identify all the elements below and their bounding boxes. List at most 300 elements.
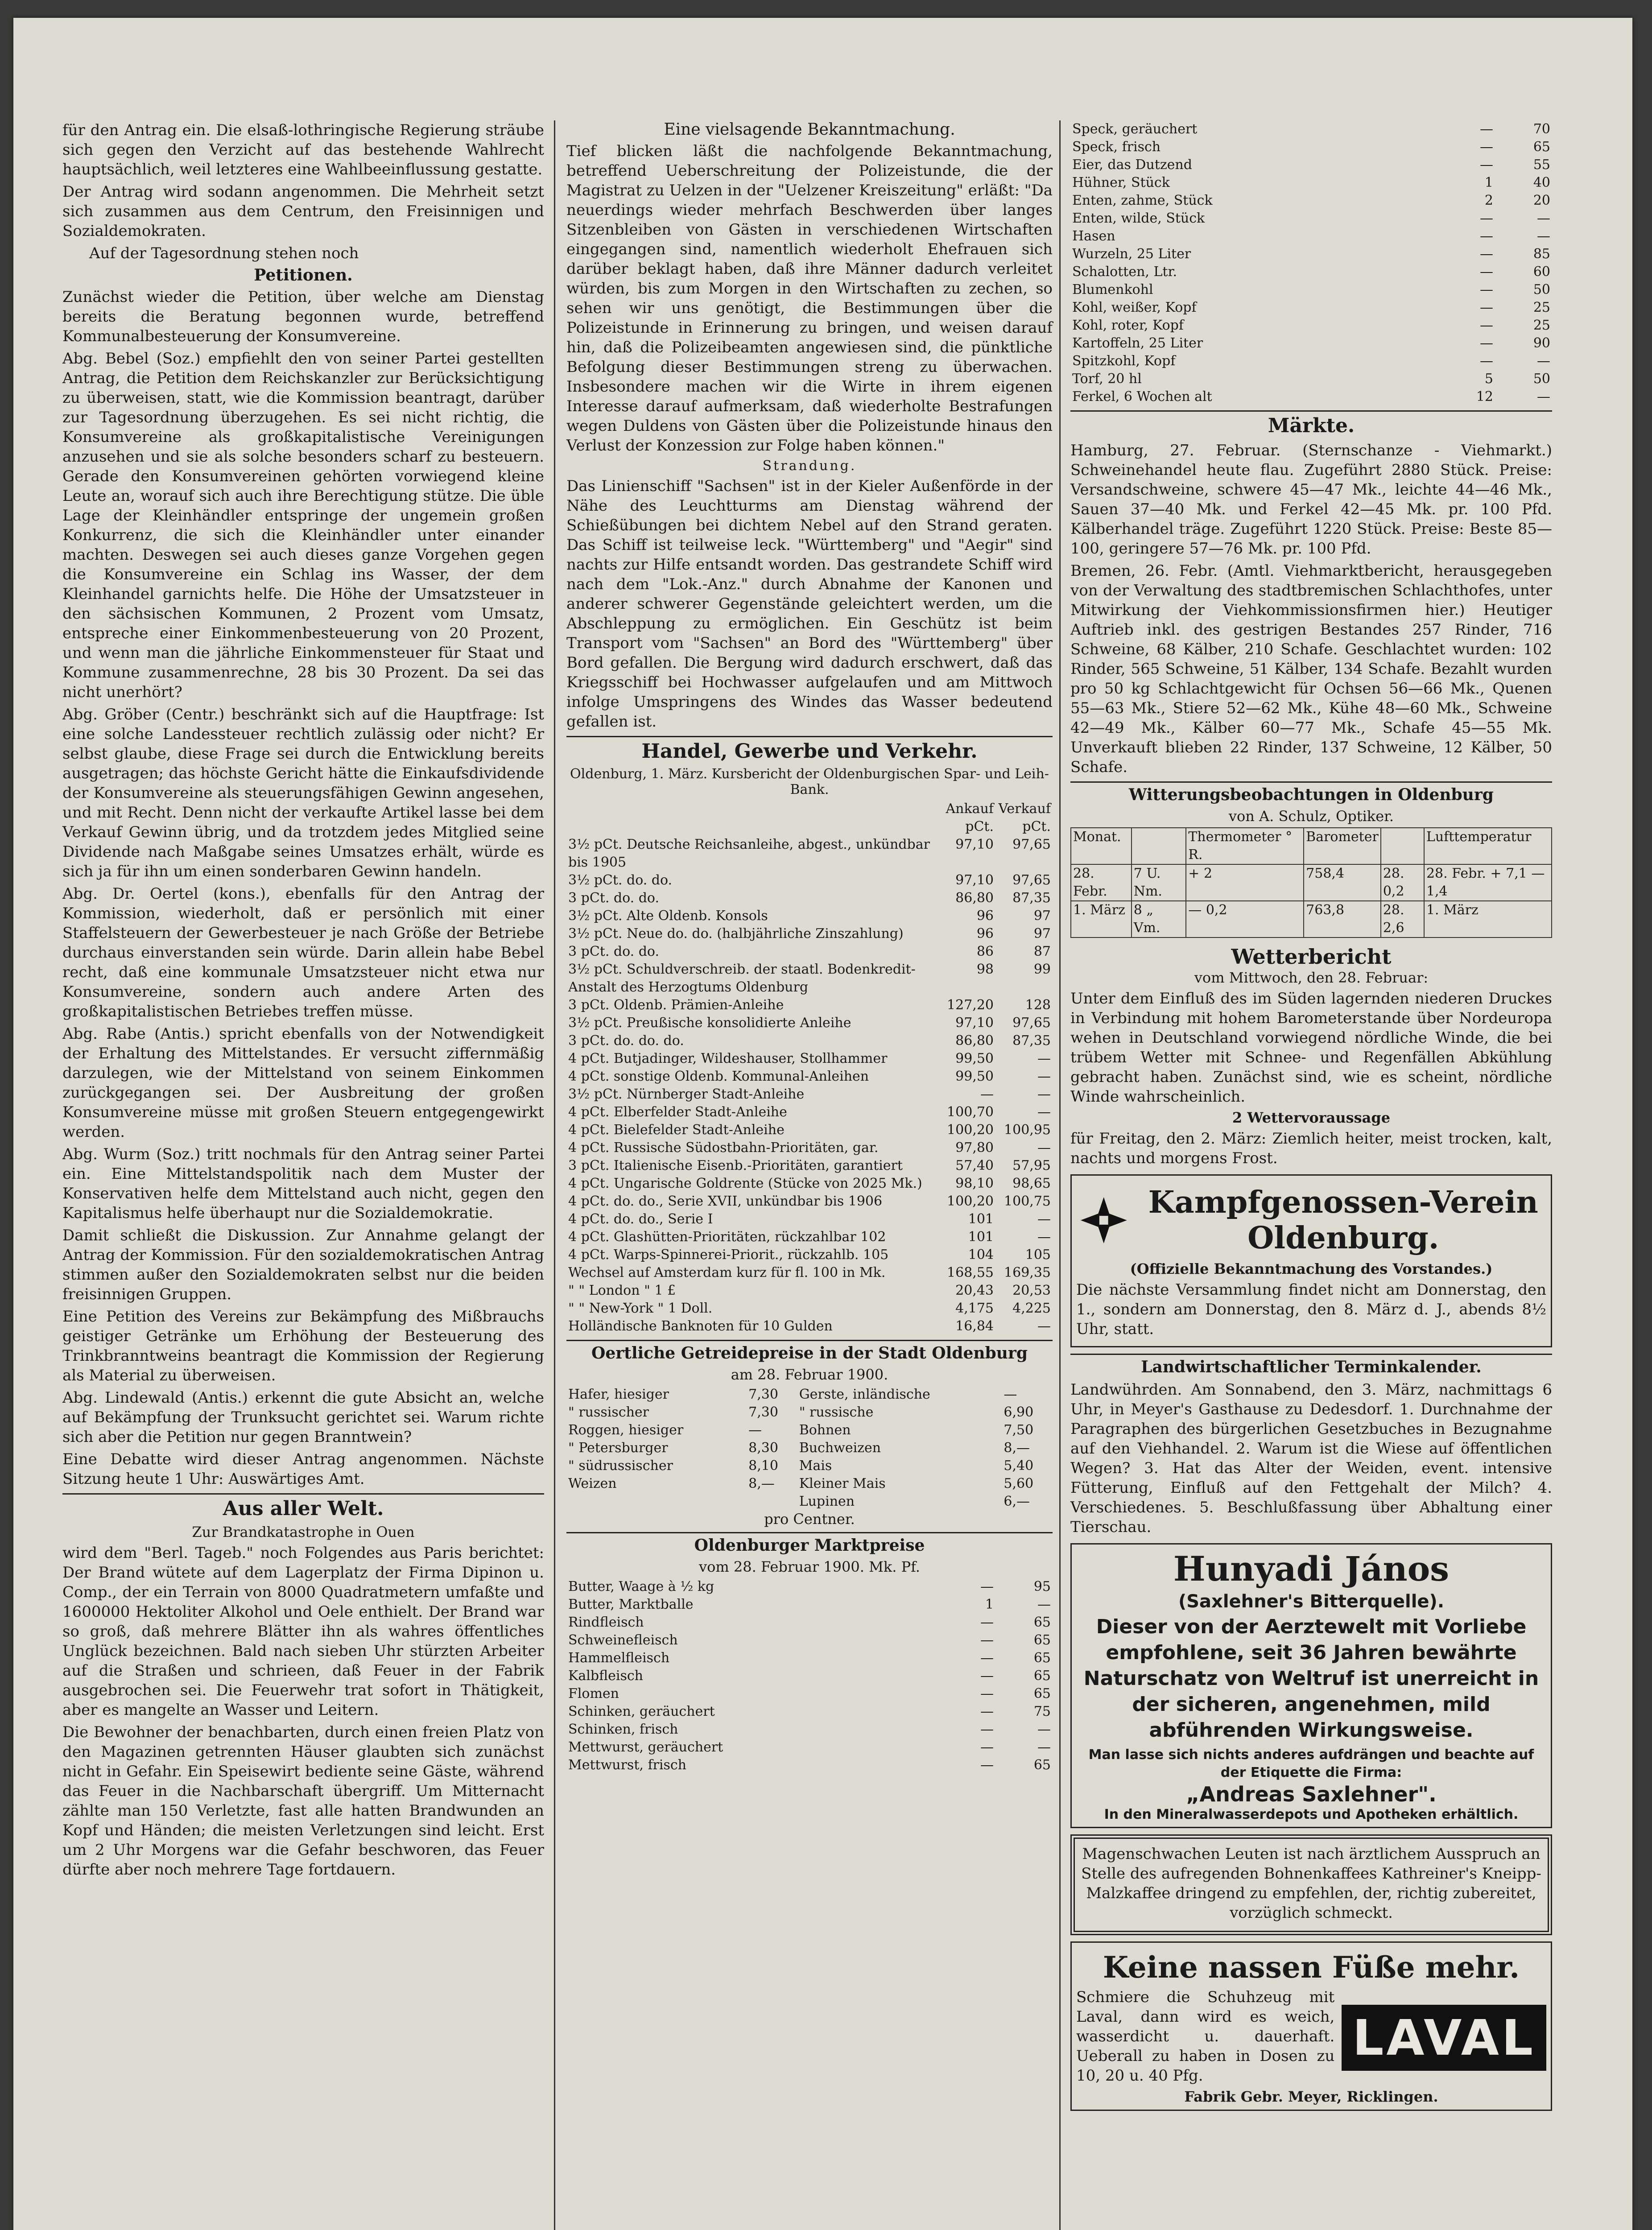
preis-table <box>1070 120 1552 406</box>
table-cell: 4,175 <box>955 1301 994 1316</box>
table-cell: — <box>1480 211 1493 226</box>
paragraph: Landwührden. Am Sonnabend, den 3. März, nachmittags 6 Uhr, in Meyer's Gasthause zu Dedesdorf. 1. Durchnahme der Paragraphen des bürgerlichen Gesetzbuches in Bezugnahme auf den Viehhandel. 2. Warum ist die Wiese auf öffentlichen Wegen? 3. Hat das Alter der Weiden, event. intensive Fütterung, Einfluß auf den Fettgehalt der Milch? 4. Verschiedenes. 5. Beschlußfassung über Abhaltung einer Tierschau. <box>1070 1381 1552 1536</box>
getreide-rows <box>566 1386 1053 1511</box>
table-cell: — <box>1037 1069 1051 1084</box>
fuesse-text: Schmiere die Schuhzeug mit Laval, dann wird es weich, wasserdicht u. dauerhaft. Ueberall zu haben in Dosen zu 10, 20 u. 40 Pfg. <box>1076 1988 1335 2085</box>
table-row <box>566 1578 1053 1596</box>
table-cell: — <box>1037 1722 1051 1737</box>
table-cell: 4 pCt. Elberfelder Stadt-Anleihe <box>568 1104 787 1120</box>
paragraph: Abg. Dr. Oertel (kons.), ebenfalls für den Antrag der Kommission, wiederholt, daß er persönlich mit einer Staffelsteuern der Gewerbesteuer je nach Größe der Betriebe durchaus einverstanden sein würde. Darin allein habe Bebel recht, daß eine kommunale Umsatzsteuer nicht etwa nur Konsumvereine, sondern auch andere Arten des großkapitalistischen Betriebes treffen müsse. <box>62 885 544 1020</box>
hunyadi-sub: (Saxlehner's Bitterquelle). <box>1178 1591 1445 1612</box>
table-row <box>566 1014 1053 1032</box>
table-cell: — <box>1037 1104 1051 1120</box>
table-cell: 60 <box>1533 264 1550 280</box>
table-cell: — <box>1480 121 1493 137</box>
table-cell: Holländische Banknoten für 10 Gulden <box>568 1318 833 1334</box>
table-cell: " " London " 1 £ <box>568 1283 676 1298</box>
table-cell: Flomen <box>568 1686 619 1701</box>
heading-terminkalender: Landwirtschaftlicher Terminkalender. <box>1070 1354 1552 1376</box>
table-header-cell: Lufttemperatur <box>1424 828 1552 864</box>
table-cell: 99,50 <box>955 1051 994 1066</box>
table-row <box>566 1421 1053 1439</box>
table-cell: Mettwurst, geräuchert <box>568 1739 723 1755</box>
table-row <box>566 1756 1053 1774</box>
table-row <box>566 1103 1053 1121</box>
paragraph: Damit schließt die Diskussion. Zur Annahme gelangt der Antrag der Kommission. Für den sozialdemokratischen Antrag stimmen außer den Sozialdemokraten selbst nur die beiden freisinnigen Gruppen. <box>62 1226 544 1303</box>
table-cell: Buchweizen <box>799 1440 881 1456</box>
table-cell: 25 <box>1533 300 1550 315</box>
table-row <box>566 907 1053 925</box>
table-row <box>1070 281 1552 299</box>
table-cell: 4 pCt. sonstige Oldenb. Kommunal-Anleihen <box>568 1069 869 1084</box>
table-cell: " " New-York " 1 Doll. <box>568 1301 713 1316</box>
table-cell: 8,— <box>748 1476 775 1491</box>
table-cell: Weizen <box>568 1476 617 1491</box>
table-row <box>1070 245 1552 263</box>
paragraph: Auf der Tagesordnung stehen noch <box>89 244 359 262</box>
table-cell: Hammelfleisch <box>568 1650 670 1666</box>
table-cell: 98,10 <box>955 1176 994 1191</box>
table-cell: Butter, Waage à ½ kg <box>568 1579 714 1594</box>
table-row <box>1070 120 1552 138</box>
paragraph: Abg. Rabe (Antis.) spricht ebenfalls von der Notwendigkeit der Erhaltung des Mittelstandes. Er versucht ziffernmäßig darzulegen, wie der Mittelstand von seinem Einkommen zurückgegangen sei. Der Ausbreitung der großen Konsumvereine müsse mit großen Steuern entgegengewirkt werden. <box>62 1025 544 1141</box>
kaffee-text: Magenschwachen Leuten ist nach ärztlichem Ausspruch an Stelle des aufregenden Bohnenkaffees Kathreiner's Kneipp-Malzkaffee dringend zu empfehlen, der, richtig zubereitet, vorzüglich schmeckt. <box>1081 1845 1541 1922</box>
kursbericht-table <box>566 800 1053 1335</box>
table-cell: 4 pCt. Russische Südostbahn-Prioritäten, gar. <box>568 1140 879 1156</box>
getreide-table <box>566 1386 1053 1511</box>
table-cell: 96 <box>976 926 994 942</box>
table-cell: 65 <box>1533 139 1550 155</box>
table-cell: 1 <box>1484 175 1493 190</box>
column-1 <box>62 120 544 1882</box>
table-cell <box>566 1493 747 1511</box>
table-cell: 100,75 <box>1004 1193 1051 1209</box>
table-header-cell: Monat. <box>1071 828 1132 864</box>
table-row <box>566 1317 1053 1335</box>
table-cell: 20,53 <box>1012 1283 1051 1298</box>
table-cell: Eier, das Dutzend <box>1072 157 1192 173</box>
table-cell: 87,35 <box>1012 1033 1051 1049</box>
table-row <box>566 836 1053 871</box>
table-cell: Lupinen <box>799 1494 855 1509</box>
table-cell: 28. 0,2 <box>1381 864 1424 901</box>
table-cell: — <box>980 1086 994 1102</box>
table-cell: 4 pCt. do. do., Serie XVII, unkündbar bis 1906 <box>568 1193 883 1209</box>
markt-date: vom 28. Februar 1900. Mk. Pf. <box>699 1558 920 1575</box>
table-cell: 98 <box>976 962 994 977</box>
heading-aus-aller-welt: Aus aller Welt. <box>62 1493 544 1520</box>
table-cell: 97,10 <box>955 1015 994 1031</box>
hunyadi-title: Hunyadi János <box>1173 1549 1450 1589</box>
table-row <box>1070 388 1552 406</box>
table-cell: — <box>1480 139 1493 155</box>
table-cell: Kleiner Mais <box>799 1476 886 1491</box>
table-cell: 55 <box>1533 157 1550 173</box>
table-cell: — <box>980 1668 994 1684</box>
table-cell: 97,65 <box>1012 837 1051 852</box>
table-cell: — <box>1037 1597 1051 1612</box>
hunyadi-note: Man lasse sich nichts anderes aufdrängen und beachte auf der Etiquette die Firma: <box>1088 1747 1534 1780</box>
column-2 <box>566 120 1053 1774</box>
table-row <box>566 943 1053 961</box>
paragraph: Tief blicken läßt die nachfolgende Bekanntmachung, betreffend Ueberschreitung der Polizeistunde, die der Magistrat zu Uelzen in der "Uelzener Kreiszeitung" erläßt: "Da neuerdings wieder mehrfach Beschwerden über langes Sitzenbleiben von Gästen in verschiedenen Wirtschaften eingegangen sind, namentlich wiederholt Ehefrauen sich darüber beklagt haben, daß ihre Männer dadurch verleitet würden, bis zum Morgen in den Wirtschaften zu zechen, so sehen wir uns genötigt, die Bestimmungen über die Polizeistunde in Erinnerung zu bringen, und weisen darauf hin, daß die Polizeibeamten angewiesen sind, die pünktliche Befolgung dieser Bestimmungen streng zu überwachen. Insbesondere machen wir die Wirte in ihrem eigenen Interesse darauf aufmerksam, daß wiederholte Bestrafungen wegen Duldens von Gästen über die Polizeistunde hinaus den Verlust der Konzession zur Folge haben können." <box>566 142 1053 454</box>
table-header-row <box>566 800 1053 836</box>
table-row <box>1070 370 1552 388</box>
table-cell: 4 pCt. Glashütten-Prioritäten, rückzahlbar 102 <box>568 1229 886 1245</box>
table-header-cell <box>566 800 938 836</box>
paragraph: Hamburg, 27. Februar. (Sternschanze - Viehmarkt.) Schweinehandel heute flau. Zugeführt 2880 Stück. Preise: Versandschweine, schwere 45—47 Mk., leichte 44—46 Mk., Sauen 37—40 Mk. und Ferkel 42—45 Mk. pr. 100 Pfd. Kälberhandel träge. Zugeführt 1220 Stück. Preise: Beste 85—100, geringere 57—76 Mk. pr. 100 Pfd. <box>1070 442 1552 558</box>
table-cell: 97,80 <box>955 1140 994 1156</box>
table-row <box>1070 227 1552 245</box>
table-cell: 100,95 <box>1004 1122 1051 1138</box>
table-cell: Speck, frisch <box>1072 139 1161 155</box>
table-cell: — <box>1480 246 1493 262</box>
table-cell: Kohl, roter, Kopf <box>1072 318 1184 333</box>
getreide-date: am 28. Februar 1900. <box>731 1366 888 1383</box>
table-row <box>566 1739 1053 1756</box>
table-cell: — <box>1537 211 1550 226</box>
table-cell: 97 <box>1033 908 1051 924</box>
table-cell: 97,65 <box>1012 1015 1051 1031</box>
table-cell: 57,40 <box>955 1158 994 1173</box>
table-header-cell <box>1381 828 1424 864</box>
table-cell: 65 <box>1033 1686 1051 1701</box>
table-cell: Mettwurst, frisch <box>568 1757 687 1773</box>
paragraph: Abg. Bebel (Soz.) empfiehlt den von seiner Partei gestellten Antrag, die Petition dem Reichskanzler zur Berücksichtigung zu überweisen, statt, wie die Kommission beantragt, darüber zur Tagesordnung überzugehen. Es sei nicht richtig, die Konsumvereine als großkapitalistische Vereinigungen anzusehen und sie als solche besonders scharf zu besteuern. Gerade den Konsumvereinen gehörten vorwiegend kleine Leute an, worauf sich auch ihre Berechtigung stütze. Die üble Lage der Kleinhändler entspringe der ungemein großen Konkurrenz, die sich die Kleinhändler unter einander machten. Deswegen sei auch dieses ganze Vorgehen gegen die Konsumvereine ein Schlag ins Wasser, der dem Kleinhandel garnichts helfe. Die Höhe der Umsatzsteuer in den sächsischen Kommunen, 2 Prozent vom Umsatz, entspreche einer Einkommenbesteuerung von 20 Prozent, und wenn man die jährliche Einkommensteuer für Staat und Kommune zusammenrechne, 28 bis 30 Prozent. Da sei das nicht unerhört? <box>62 350 544 701</box>
table-cell: Butter, Marktballe <box>568 1597 694 1612</box>
table-cell: 65 <box>1033 1632 1051 1648</box>
table-cell: 85 <box>1533 246 1550 262</box>
table-cell: " Petersburger <box>568 1440 668 1456</box>
table-cell: — <box>1480 282 1493 297</box>
table-cell: — <box>1004 1387 1017 1402</box>
table-cell: — <box>1037 1140 1051 1156</box>
table-cell: 87 <box>1033 944 1051 959</box>
kursbericht-rows <box>566 836 1053 1335</box>
table-cell: 25 <box>1533 318 1550 333</box>
heading-handel: Handel, Gewerbe und Verkehr. <box>566 736 1053 763</box>
heading-witterung: Witterungsbeobachtungen in Oldenburg <box>1070 781 1552 804</box>
table-cell: — <box>1037 1229 1051 1245</box>
paragraph: Bremen, 26. Febr. (Amtl. Viehmarktbericht, herausgegeben von der Verwaltung des stadtbremischen Schlachthofes, unter Mitwirkung der Viehkommissionsfirmen hier.) Heutiger Auftrieb inkl. des gestrigen Bestandes 257 Rinder, 716 Schweine, 68 Kälber, 210 Schafe. Geschlachtet wurden: 102 Rinder, 565 Schweine, 51 Kälber, 134 Schafe. Bezahlt wurden pro 50 kg Schlachtgewicht für Ochsen 56—66 Mk., Quenen 55—63 Mk., Stiere 52—62 Mk., Kühe 48—60 Mk., Schweine 42—49 Mk., Kälber 60—77 Mk., Schafe 45—55 Mk. Unverkauft blieben 22 Rinder, 137 Schweine, 12 Kälber, 50 Schafe. <box>1070 562 1552 776</box>
paragraph: Abg. Lindewald (Antis.) erkennt die gute Absicht an, welche auf Bekämpfung der Trunksucht gerichtet sei. Warum richte sich aber die Petition nur gegen Branntwein? <box>62 1389 544 1446</box>
table-header-row <box>1071 828 1552 864</box>
table-cell: 105 <box>1025 1247 1051 1263</box>
table-cell: — <box>1480 264 1493 280</box>
table-cell: 1. März <box>1071 901 1132 937</box>
table-cell: 5 <box>1484 371 1493 387</box>
table-cell: 8 „ Vm. <box>1132 901 1186 937</box>
table-cell: 7,30 <box>748 1387 778 1402</box>
table-cell: 97,65 <box>1012 872 1051 888</box>
table-cell: 5,60 <box>1004 1476 1034 1491</box>
table-row <box>566 1631 1053 1649</box>
column-divider <box>554 120 555 2230</box>
table-row <box>566 1264 1053 1282</box>
heading-wetterbericht: Wetterbericht <box>1231 945 1392 969</box>
table-row <box>1070 263 1552 281</box>
table-cell: 1 <box>985 1597 994 1612</box>
table-cell: 3 pCt. do. do. <box>568 890 659 906</box>
markt-rows <box>566 1578 1053 1774</box>
table-row <box>566 1475 1053 1493</box>
table-cell: Schinken, frisch <box>568 1722 678 1737</box>
table-row <box>1071 864 1552 901</box>
paragraph: Eine Petition des Vereins zur Bekämpfung des Mißbrauchs geistiger Getränke um Erhöhung der Besteuerung des Trinkbranntweins beantragt die Kommission der Regierung als Material zu überweisen. <box>62 1308 544 1384</box>
table-cell: Kartoffeln, 25 Liter <box>1072 335 1203 351</box>
table-cell: 95 <box>1033 1579 1051 1594</box>
table-cell: 7,30 <box>748 1404 778 1420</box>
table-cell: — 0,2 <box>1186 901 1304 937</box>
table-cell: 169,35 <box>1004 1265 1051 1280</box>
table-cell: 8,30 <box>748 1440 778 1456</box>
table-cell: 50 <box>1533 371 1550 387</box>
column-divider <box>1059 120 1061 2230</box>
table-cell: Blumenkohl <box>1072 282 1153 297</box>
table-cell: 7 U. Nm. <box>1132 864 1186 901</box>
table-cell: — <box>980 1686 994 1701</box>
table-cell: 97 <box>1033 926 1051 942</box>
paragraph: Eine Debatte wird dieser Antrag angenommen. Nächste Sitzung heute 1 Uhr: Auswärtiges Amt. <box>62 1450 544 1488</box>
table-row <box>1070 192 1552 210</box>
table-cell: 3½ pCt. Preußische konsolidierte Anleihe <box>568 1015 851 1031</box>
table-cell: 50 <box>1533 282 1550 297</box>
table-cell: — <box>1537 389 1550 405</box>
table-cell: — <box>980 1739 994 1755</box>
table-cell: " südrussischer <box>568 1458 673 1474</box>
table-cell: 4 pCt. Ungarische Goldrente (Stücke von 2025 Mk.) <box>568 1176 922 1191</box>
table-row <box>1070 334 1552 352</box>
witterung-rows <box>1071 864 1552 937</box>
table-cell: — <box>1480 335 1493 351</box>
table-cell: 3 pCt. Italienische Eisenb.-Prioritäten, garantiert <box>568 1158 903 1173</box>
table-row <box>566 925 1053 943</box>
hunyadi-text: Dieser von der Aerztewelt mit Vorliebe empfohlene, seit 36 Jahren bewährte Naturschatz von Weltruf ist unerreicht in der sicheren, angenehmen, mild abführenden Wirkungsweise. <box>1083 1615 1539 1742</box>
getreide-unit: pro Centner. <box>764 1511 855 1528</box>
paragraph: Die nächste Versammlung findet nicht am Donnerstag, den 1., sondern am Donnerstag, den 8. März d. J., abends 8½ Uhr, statt. <box>1076 1281 1546 1338</box>
table-row <box>566 996 1053 1014</box>
table-cell: 90 <box>1533 335 1550 351</box>
fuesse-title: Keine nassen Füße mehr. <box>1103 1950 1520 1985</box>
table-cell: 3½ pCt. Neue do. do. (halbjährliche Zinszahlung) <box>568 926 904 942</box>
table-cell: 3 pCt. do. do. do. <box>568 1033 684 1049</box>
table-cell: 4 pCt. do. do., Serie I <box>568 1211 713 1227</box>
table-cell: 3½ pCt. Deutsche Reichsanleihe, abgest., unkündbar bis 1905 <box>568 837 930 870</box>
paragraph: Zunächst wieder die Petition, über welche am Dienstag bereits die Beratung begonnen wurde, betreffend Kommunalbesteuerung der Konsumvereine. <box>62 288 544 345</box>
table-row <box>566 1282 1053 1300</box>
table-cell: — <box>1480 318 1493 333</box>
table-cell: 100,70 <box>947 1104 994 1120</box>
table-row <box>566 1649 1053 1667</box>
table-cell: 75 <box>1033 1704 1051 1719</box>
table-cell: Spitzkohl, Kopf <box>1072 353 1176 369</box>
table-cell: — <box>980 1704 994 1719</box>
table-cell: 87,35 <box>1012 890 1051 906</box>
table-cell: — <box>980 1579 994 1594</box>
table-cell: 4 pCt. Bielefelder Stadt-Anleihe <box>568 1122 785 1138</box>
table-row <box>1070 352 1552 370</box>
table-row <box>566 889 1053 907</box>
preis-rows <box>1070 120 1552 406</box>
paragraph: für Freitag, den 2. März: Ziemlich heiter, meist trocken, kalt, nachts und morgens Frost. <box>1070 1130 1552 1167</box>
kampfgenossen-sub: (Offizielle Bekanntmachung des Vorstandes.) <box>1130 1260 1493 1277</box>
table-cell: Wechsel auf Amsterdam kurz für fl. 100 in Mk. <box>568 1265 886 1280</box>
table-row <box>566 1175 1053 1193</box>
wetter-date: vom Mittwoch, den 28. Februar: <box>1194 969 1429 986</box>
table-cell: — <box>980 1757 994 1773</box>
table-cell: 6,90 <box>1004 1404 1034 1420</box>
heading-marktpreise: Oldenburger Marktpreise <box>566 1532 1053 1555</box>
table-cell: 4 pCt. Butjadinger, Wildeshauser, Stollhammer <box>568 1051 888 1066</box>
table-cell: 99 <box>1033 962 1051 977</box>
hunyadi-foot: In den Mineralwasserdepots und Apotheken erhältlich. <box>1104 1807 1519 1822</box>
table-cell: 97,10 <box>955 837 994 852</box>
table-row <box>566 1457 1053 1475</box>
table-row <box>566 1721 1053 1739</box>
table-cell: 86,80 <box>955 1033 994 1049</box>
table-cell: 128 <box>1025 997 1051 1013</box>
table-cell: 98,65 <box>1012 1176 1051 1191</box>
table-row <box>566 1157 1053 1175</box>
table-row <box>566 1032 1053 1050</box>
table-cell: 28. Febr. + 7,1 — 1,4 <box>1424 864 1552 901</box>
table-row <box>1070 138 1552 156</box>
hunyadi-firm: „Andreas Saxlehner". <box>1186 1782 1437 1806</box>
table-row <box>566 1685 1053 1703</box>
paragraph: Unter dem Einfluß des im Süden lagernden niederen Druckes in Verbindung mit hohem Barometerstande über Nordeuropa wehen in Deutschland vorwiegend nördliche Winde, die bei trübem Wetter mit Schnee- und Regenfällen Abkühlung gebracht haben. Zunächst sind, wie es scheint, nördliche Winde wahrscheinlich. <box>1070 990 1552 1106</box>
table-cell: 3 pCt. Oldenb. Prämien-Anleihe <box>568 997 784 1013</box>
kursbericht-title: Oldenburg, 1. März. Kursbericht der Oldenburgischen Spar- und Leih-Bank. <box>570 766 1049 797</box>
table-row <box>566 1439 1053 1457</box>
table-row <box>566 1596 1053 1614</box>
table-cell: 168,55 <box>947 1265 994 1280</box>
table-cell: — <box>1037 1051 1051 1066</box>
table-cell: Bohnen <box>799 1422 851 1438</box>
table-cell: 3½ pCt. Schuldverschreib. der staatl. Bodenkredit-Anstalt des Herzogtums Oldenburg <box>568 962 916 995</box>
table-cell: 3½ pCt. do. do. <box>568 872 673 888</box>
kampfgenossen-title: Kampfgenossen-Verein Oldenburg. <box>1148 1185 1538 1256</box>
table-cell: — <box>1037 1211 1051 1227</box>
table-cell: Enten, wilde, Stück <box>1072 211 1205 226</box>
table-cell: 20 <box>1533 193 1550 208</box>
table-cell: 16,84 <box>955 1318 994 1334</box>
paragraph: Die Bewohner der benachbarten, durch einen freien Platz von den Magazinen getrennten Häuser glaubten sich zunächst nicht in Gefahr. Ein Speisewirt bediente seine Gäste, während das Feuer in die Nachbarschaft übergriff. Um Mitternacht zählte man 150 Verletzte, fast alle hatten Brandwunden an Kopf und Händen; die meisten Verletzungen sind leicht. Erst um 2 Uhr Morgens war die Gefahr beschworen, das Feuer dürfte aber noch mehrere Tage fortdauern. <box>62 1723 544 1879</box>
table-cell: Enten, zahme, Stück <box>1072 193 1213 208</box>
table-cell: — <box>748 1422 762 1438</box>
table-header-cell: Verkauf pCt. <box>998 801 1051 834</box>
table-cell: 86,80 <box>955 890 994 906</box>
table-cell: 28. Febr. <box>1071 864 1132 901</box>
table-cell: — <box>980 1722 994 1737</box>
table-cell: Hafer, hiesiger <box>568 1387 669 1402</box>
table-row <box>1070 299 1552 317</box>
table-cell: 3½ pCt. Alte Oldenb. Konsols <box>568 908 768 924</box>
paragraph: Abg. Gröber (Centr.) beschränkt sich auf die Hauptfrage: Ist eine solche Landessteuer rechtlich zulässig oder nicht? Er selbst glaube, diese Frage sei durch die Entwicklung bereits ausgetragen; das höchste Gericht hätte die Einkaufsdividende der Konsumvereine als steuerungsfähigen Gewinn angesehen, und mit Recht. Denn nicht der verkaufte Artikel lasse bei dem Verkauf Gewinn übrig, und da trotzdem jedes Mitglied seine Dividende nach Maßgabe seines Umsatzes erhält, würde es sich ja für ihn um einen sonderbaren Gewinn handeln. <box>62 706 544 880</box>
table-cell: 2 <box>1484 193 1493 208</box>
table-row <box>1071 901 1552 937</box>
table-cell: 57,95 <box>1012 1158 1051 1173</box>
table-cell: 100,20 <box>947 1122 994 1138</box>
table-cell: Kohl, weißer, Kopf <box>1072 300 1197 315</box>
table-cell: + 2 <box>1186 864 1304 901</box>
table-row <box>566 1667 1053 1685</box>
table-cell: Roggen, hiesiger <box>568 1422 684 1438</box>
newspaper-page <box>13 18 1632 2230</box>
table-cell: — <box>1480 157 1493 173</box>
table-header-cell: Ankauf pCt. <box>946 801 994 834</box>
table-row <box>566 1246 1053 1264</box>
table-cell: — <box>1537 228 1550 244</box>
table-cell: 65 <box>1033 1668 1051 1684</box>
table-cell: 5,40 <box>1004 1458 1034 1474</box>
table-cell: 65 <box>1033 1650 1051 1666</box>
table-cell: — <box>1480 353 1493 369</box>
kaffee-ad <box>1070 1834 1552 1935</box>
table-cell: 7,50 <box>1004 1422 1034 1438</box>
table-cell: 65 <box>1033 1757 1051 1773</box>
table-row <box>566 1386 1053 1404</box>
table-cell: 40 <box>1533 175 1550 190</box>
table-row <box>1070 156 1552 174</box>
table-row <box>566 1210 1053 1228</box>
table-cell: Ferkel, 6 Wochen alt <box>1072 389 1212 405</box>
table-cell: 763,8 <box>1304 901 1381 937</box>
table-row <box>566 1614 1053 1631</box>
table-cell: Mais <box>799 1458 832 1474</box>
table-cell: 4,225 <box>1012 1301 1051 1316</box>
table-cell: 758,4 <box>1304 864 1381 901</box>
table-cell: 65 <box>1033 1615 1051 1630</box>
heading-getreidepreise: Oertliche Getreidepreise in der Stadt Oldenburg <box>566 1340 1053 1363</box>
table-cell: 8,10 <box>748 1458 778 1474</box>
table-cell: 8,— <box>1004 1440 1030 1456</box>
hunyadi-ad <box>1070 1543 1552 1828</box>
table-row <box>566 1068 1053 1086</box>
table-row <box>566 1086 1053 1103</box>
heading-bekanntmachung: Eine vielsagende Bekanntmachung. <box>664 120 955 139</box>
paragraph: für den Antrag ein. Die elsaß-lothringische Regierung sträube sich gegen den Verzicht auf das bestehende Wahlrecht hauptsächlich, weil letzteres eine Wahlbeeinflussung gestatte. <box>62 121 544 178</box>
laval-ad <box>1070 1941 1552 2111</box>
table-cell: — <box>980 1632 994 1648</box>
subheading-strandung: Strandung. <box>762 458 857 474</box>
table-row <box>566 1121 1053 1139</box>
table-row <box>566 1300 1053 1317</box>
table-row <box>566 871 1053 889</box>
paragraph: Abg. Wurm (Soz.) tritt nochmals für den Antrag seiner Partei ein. Eine Mittelstandspolitik nach dem Muster der Konservativen helfe dem Mittelstand auch nicht, gegen den Kapitalismus helfe überhaupt nur die Sozialdemokratie. <box>62 1145 544 1222</box>
paragraph: Das Linienschiff "Sachsen" ist in der Kieler Außenförde in der Nähe des Leuchtturms am Dienstag während der Schießübungen bei dichtem Nebel auf den Strand geraten. Das Schiff ist teilweise leck. "Württemberg" und "Aegir" sind nachts zur Hilfe entsandt worden. Das gestrandete Schiff wird nach dem "Lok.-Anz." durch Abnahme der Kanonen und anderer schwerer Gegenstände geleichtert werden, um die Abschleppung zu ermöglichen. Ein Geschütz ist beim Transport vom "Sachsen" an Bord des "Württemberg" über Bord gefallen. Die Bergung wird dadurch erschwert, daß das Kriegsschiff bei Hochwasser aufgelaufen und am Mittwoch infolge Umspringens des Windes das Wasser bedeutend gefallen ist. <box>566 477 1053 731</box>
table-cell: Wurzeln, 25 Liter <box>1072 246 1191 262</box>
table-cell: 28. 2,6 <box>1381 901 1424 937</box>
table-row <box>566 1228 1053 1246</box>
witterung-table <box>1070 827 1552 938</box>
laval-logo: LAVAL <box>1342 2005 1546 2071</box>
table-cell: Schweinefleisch <box>568 1632 678 1648</box>
table-cell: 4 pCt. Warps-Spinnerei-Priorit., rückzahlb. 105 <box>568 1247 889 1263</box>
iron-cross-icon <box>1076 1180 1131 1260</box>
heading-petitionen: Petitionen. <box>254 266 353 285</box>
table-cell: — <box>980 1615 994 1630</box>
table-cell: Rindfleisch <box>568 1615 644 1630</box>
table-row <box>566 1404 1053 1421</box>
table-cell: 97,10 <box>955 872 994 888</box>
table-cell: — <box>1537 353 1550 369</box>
table-cell: 20,43 <box>955 1283 994 1298</box>
table-cell: 104 <box>968 1247 994 1263</box>
table-cell: " russischer <box>568 1404 649 1420</box>
table-row <box>566 1493 1053 1511</box>
table-cell: 101 <box>968 1229 994 1245</box>
table-cell: Torf, 20 hl <box>1072 371 1142 387</box>
